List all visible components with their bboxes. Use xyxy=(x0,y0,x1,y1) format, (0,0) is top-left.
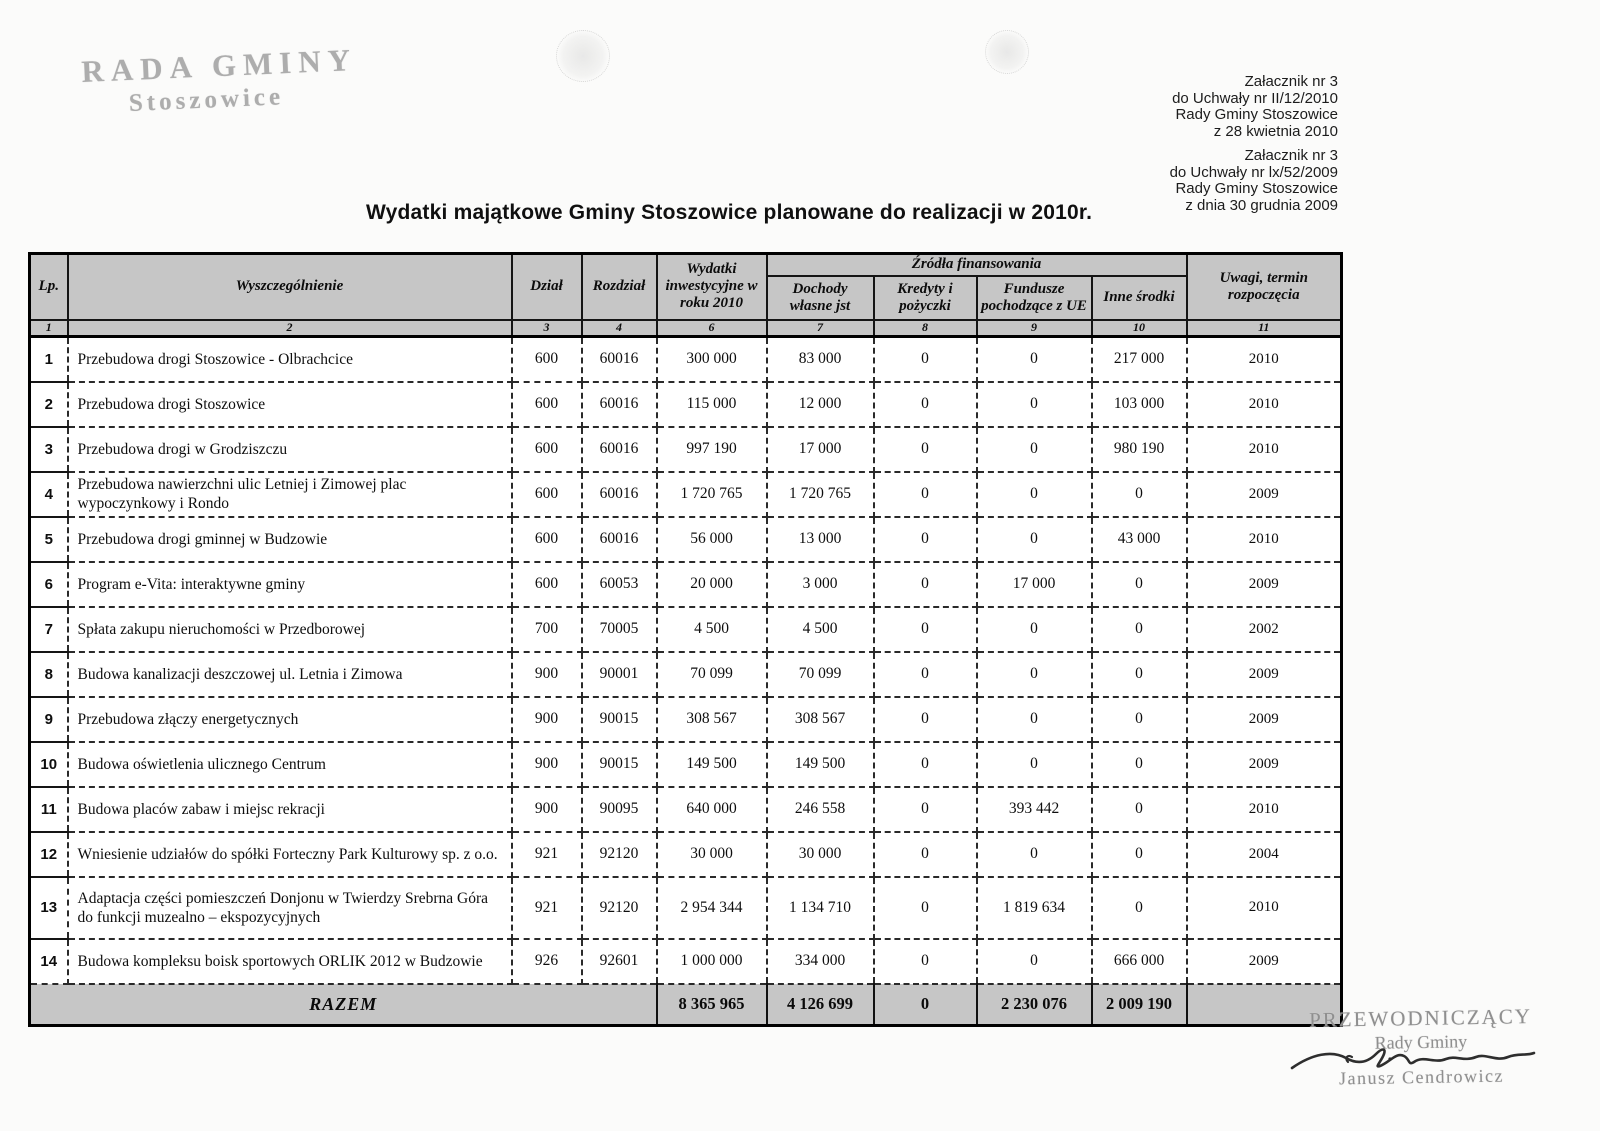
cell-dochody: 246 558 xyxy=(767,787,874,832)
table-row xyxy=(30,517,1342,562)
cell-wydatki: 20 000 xyxy=(657,562,767,607)
cell-lp: 8 xyxy=(30,652,68,697)
cell-fundusze: 393 442 xyxy=(977,787,1092,832)
cell-uwagi: 2009 xyxy=(1187,742,1342,787)
attachment-note-line: z dnia 30 grudnia 2009 xyxy=(1185,196,1338,214)
col-header-fundusze: Fundusze pochodzące z UE xyxy=(977,276,1092,320)
cell-inne: 0 xyxy=(1092,607,1187,652)
cell-kredyty: 0 xyxy=(874,939,977,984)
cell-kredyty: 0 xyxy=(874,562,977,607)
cell-uwagi: 2010 xyxy=(1187,382,1342,427)
col-number: 11 xyxy=(1187,320,1342,337)
cell-dzial: 600 xyxy=(512,472,582,517)
council-stamp-line2: Stoszowice xyxy=(128,83,285,117)
total-label: RAZEM xyxy=(30,984,657,1026)
cell-inne: 43 000 xyxy=(1092,517,1187,562)
cell-rozdzial: 90015 xyxy=(582,697,657,742)
attachment-note-line: Rady Gminy Stoszowice xyxy=(1175,106,1338,123)
cell-dochody: 70 099 xyxy=(767,652,874,697)
cell-inne: 0 xyxy=(1092,472,1187,517)
attachment-note-line: do Uchwały nr lx/52/2009 xyxy=(1169,163,1338,181)
round-stamp-mark xyxy=(556,30,610,82)
cell-lp: 7 xyxy=(30,607,68,652)
cell-uwagi: 2009 xyxy=(1187,472,1342,517)
cell-name: Przebudowa drogi Stoszowice - Olbrachcice xyxy=(68,337,512,382)
cell-wydatki: 70 099 xyxy=(657,652,767,697)
cell-kredyty: 0 xyxy=(874,427,977,472)
cell-inne: 103 000 xyxy=(1092,382,1187,427)
cell-uwagi: 2009 xyxy=(1187,562,1342,607)
cell-lp: 4 xyxy=(30,472,68,517)
cell-wydatki: 115 000 xyxy=(657,382,767,427)
cell-uwagi: 2002 xyxy=(1187,607,1342,652)
cell-fundusze: 1 819 634 xyxy=(977,877,1092,939)
table-row xyxy=(30,562,1342,607)
cell-name: Przebudowa drogi w Grodziszczu xyxy=(68,427,512,472)
handwritten-signature xyxy=(1288,1028,1538,1090)
cell-fundusze: 0 xyxy=(977,427,1092,472)
col-number: 8 xyxy=(874,320,977,337)
cell-dzial: 900 xyxy=(512,697,582,742)
cell-lp: 9 xyxy=(30,697,68,742)
cell-name: Przebudowa drogi gminnej w Budzowie xyxy=(68,517,512,562)
cell-fundusze: 0 xyxy=(977,652,1092,697)
cell-rozdzial: 90015 xyxy=(582,742,657,787)
cell-dochody: 1 134 710 xyxy=(767,877,874,939)
table-row xyxy=(30,472,1342,517)
attachment-note-line: z 28 kwietnia 2010 xyxy=(1213,122,1338,140)
round-stamp-mark xyxy=(985,30,1029,74)
col-header-dochody: Dochody własne jst xyxy=(767,276,874,320)
cell-dochody: 13 000 xyxy=(767,517,874,562)
expenditures-table xyxy=(28,252,1343,1027)
cell-name: Przebudowa drogi Stoszowice xyxy=(68,382,512,427)
cell-fundusze: 0 xyxy=(977,607,1092,652)
col-number: 3 xyxy=(512,320,582,337)
cell-kredyty: 0 xyxy=(874,877,977,939)
cell-lp: 11 xyxy=(30,787,68,832)
attachment-note-line: Załacznik nr 3 xyxy=(1244,147,1338,164)
col-header-name: Wyszczególnienie xyxy=(68,254,512,320)
col-number: 7 xyxy=(767,320,874,337)
cell-rozdzial: 90001 xyxy=(582,652,657,697)
col-number: 6 xyxy=(657,320,767,337)
cell-lp: 12 xyxy=(30,832,68,877)
cell-dzial: 900 xyxy=(512,742,582,787)
cell-kredyty: 0 xyxy=(874,607,977,652)
table-row xyxy=(30,607,1342,652)
table-row xyxy=(30,787,1342,832)
chairman-stamp-subtitle: Rady Gminy xyxy=(1374,1031,1468,1053)
cell-uwagi: 2004 xyxy=(1187,832,1342,877)
cell-inne: 0 xyxy=(1092,697,1187,742)
cell-kredyty: 0 xyxy=(874,652,977,697)
cell-kredyty: 0 xyxy=(874,337,977,382)
cell-rozdzial: 92601 xyxy=(582,939,657,984)
cell-dzial: 926 xyxy=(512,939,582,984)
col-header-rozdzial: Rozdział xyxy=(582,254,657,320)
col-number: 4 xyxy=(582,320,657,337)
col-header-uwagi: Uwagi, termin rozpoczęcia xyxy=(1187,254,1342,320)
cell-kredyty: 0 xyxy=(874,517,977,562)
cell-uwagi: 2009 xyxy=(1187,652,1342,697)
cell-dzial: 700 xyxy=(512,607,582,652)
cell-dochody: 334 000 xyxy=(767,939,874,984)
page-title: Wydatki majątkowe Gminy Stoszowice planowane do realizacji w 2010r. xyxy=(366,201,1093,224)
cell-dzial: 900 xyxy=(512,652,582,697)
total-row xyxy=(30,984,1342,1026)
total-kredyty: 0 xyxy=(874,984,977,1026)
table-row xyxy=(30,427,1342,472)
cell-lp: 5 xyxy=(30,517,68,562)
cell-kredyty: 0 xyxy=(874,697,977,742)
cell-uwagi: 2009 xyxy=(1187,939,1342,984)
cell-wydatki: 149 500 xyxy=(657,742,767,787)
table-row xyxy=(30,877,1342,939)
cell-uwagi: 2010 xyxy=(1187,337,1342,382)
cell-uwagi: 2010 xyxy=(1187,427,1342,472)
cell-dzial: 921 xyxy=(512,832,582,877)
table-row xyxy=(30,832,1342,877)
table-row xyxy=(30,652,1342,697)
cell-dochody: 4 500 xyxy=(767,607,874,652)
cell-dochody: 1 720 765 xyxy=(767,472,874,517)
table-row xyxy=(30,742,1342,787)
council-stamp xyxy=(81,42,359,120)
cell-uwagi: 2010 xyxy=(1187,787,1342,832)
table-row xyxy=(30,697,1342,742)
cell-fundusze: 0 xyxy=(977,742,1092,787)
cell-fundusze: 0 xyxy=(977,337,1092,382)
cell-inne: 0 xyxy=(1092,832,1187,877)
cell-dzial: 900 xyxy=(512,787,582,832)
cell-wydatki: 308 567 xyxy=(657,697,767,742)
cell-inne: 666 000 xyxy=(1092,939,1187,984)
cell-name: Program e-Vita: interaktywne gminy xyxy=(68,562,512,607)
cell-dochody: 30 000 xyxy=(767,832,874,877)
cell-name: Spłata zakupu nieruchomości w Przedborowej xyxy=(68,607,512,652)
cell-dochody: 17 000 xyxy=(767,427,874,472)
cell-lp: 14 xyxy=(30,939,68,984)
chairman-stamp-title: PRZEWODNICZĄCY xyxy=(1308,1004,1533,1032)
col-header-inne: Inne środki xyxy=(1092,276,1187,320)
cell-name: Adaptacja części pomieszczeń Donjonu w Twierdzy Srebrna Góra do funkcji muzealno – ekspozycyjnych xyxy=(68,877,512,939)
cell-rozdzial: 92120 xyxy=(582,877,657,939)
col-header-wydatki: Wydatki inwestycyjne w roku 2010 xyxy=(657,254,767,320)
cell-name: Budowa oświetlenia ulicznego Centrum xyxy=(68,742,512,787)
total-inne: 2 009 190 xyxy=(1092,984,1187,1026)
cell-lp: 2 xyxy=(30,382,68,427)
cell-rozdzial: 60053 xyxy=(582,562,657,607)
col-header-zrodla-finansowania: Źródła finansowania xyxy=(767,254,1187,276)
cell-wydatki: 300 000 xyxy=(657,337,767,382)
cell-inne: 0 xyxy=(1092,652,1187,697)
cell-fundusze: 0 xyxy=(977,382,1092,427)
col-header-lp: Lp. xyxy=(30,254,68,320)
attachment-note-2 xyxy=(1170,148,1338,214)
cell-fundusze: 17 000 xyxy=(977,562,1092,607)
cell-dochody: 149 500 xyxy=(767,742,874,787)
cell-wydatki: 4 500 xyxy=(657,607,767,652)
cell-fundusze: 0 xyxy=(977,939,1092,984)
cell-inne: 0 xyxy=(1092,742,1187,787)
table-row xyxy=(30,939,1342,984)
attachment-note-line: Załacznik nr 3 xyxy=(1244,73,1338,90)
attachment-note-line: do Uchwały nr II/12/2010 xyxy=(1172,89,1338,107)
cell-lp: 10 xyxy=(30,742,68,787)
cell-kredyty: 0 xyxy=(874,832,977,877)
cell-kredyty: 0 xyxy=(874,742,977,787)
cell-fundusze: 0 xyxy=(977,832,1092,877)
cell-wydatki: 640 000 xyxy=(657,787,767,832)
cell-rozdzial: 60016 xyxy=(582,337,657,382)
attachment-note-line: Rady Gminy Stoszowice xyxy=(1175,180,1338,197)
col-number: 10 xyxy=(1092,320,1187,337)
council-stamp-line1: RADA GMINY xyxy=(80,42,358,90)
cell-lp: 13 xyxy=(30,877,68,939)
cell-fundusze: 0 xyxy=(977,472,1092,517)
cell-wydatki: 2 954 344 xyxy=(657,877,767,939)
cell-wydatki: 56 000 xyxy=(657,517,767,562)
cell-uwagi: 2010 xyxy=(1187,517,1342,562)
table-body xyxy=(30,337,1342,984)
cell-kredyty: 0 xyxy=(874,472,977,517)
cell-name: Budowa kompleksu boisk sportowych ORLIK 2012 w Budzowie xyxy=(68,939,512,984)
cell-inne: 0 xyxy=(1092,562,1187,607)
cell-lp: 3 xyxy=(30,427,68,472)
cell-inne: 0 xyxy=(1092,787,1187,832)
total-fundusze: 2 230 076 xyxy=(977,984,1092,1026)
cell-dochody: 83 000 xyxy=(767,337,874,382)
cell-name: Wniesienie udziałów do spółki Forteczny Park Kulturowy sp. z o.o. xyxy=(68,832,512,877)
cell-dzial: 600 xyxy=(512,562,582,607)
cell-rozdzial: 70005 xyxy=(582,607,657,652)
cell-dochody: 12 000 xyxy=(767,382,874,427)
cell-rozdzial: 60016 xyxy=(582,517,657,562)
cell-dzial: 600 xyxy=(512,427,582,472)
cell-inne: 980 190 xyxy=(1092,427,1187,472)
cell-wydatki: 1 000 000 xyxy=(657,939,767,984)
total-dochody: 4 126 699 xyxy=(767,984,874,1026)
cell-dzial: 600 xyxy=(512,382,582,427)
cell-dochody: 308 567 xyxy=(767,697,874,742)
cell-lp: 6 xyxy=(30,562,68,607)
cell-inne: 217 000 xyxy=(1092,337,1187,382)
col-number: 9 xyxy=(977,320,1092,337)
col-number: 2 xyxy=(68,320,512,337)
cell-rozdzial: 60016 xyxy=(582,427,657,472)
cell-dzial: 600 xyxy=(512,337,582,382)
cell-name: Przebudowa złączy energetycznych xyxy=(68,697,512,742)
cell-rozdzial: 92120 xyxy=(582,832,657,877)
cell-wydatki: 997 190 xyxy=(657,427,767,472)
cell-name: Budowa kanalizacji deszczowej ul. Letnia i Zimowa xyxy=(68,652,512,697)
cell-inne: 0 xyxy=(1092,877,1187,939)
col-header-dzial: Dział xyxy=(512,254,582,320)
cell-rozdzial: 60016 xyxy=(582,382,657,427)
cell-wydatki: 1 720 765 xyxy=(657,472,767,517)
chairman-stamp-name: Janusz Cendrowicz xyxy=(1338,1065,1505,1089)
total-wydatki: 8 365 965 xyxy=(657,984,767,1026)
cell-kredyty: 0 xyxy=(874,382,977,427)
cell-fundusze: 0 xyxy=(977,697,1092,742)
cell-name: Budowa placów zabaw i miejsc rekracji xyxy=(68,787,512,832)
col-number: 1 xyxy=(30,320,68,337)
cell-dzial: 921 xyxy=(512,877,582,939)
attachment-note-1 xyxy=(1172,74,1338,140)
cell-dzial: 600 xyxy=(512,517,582,562)
cell-dochody: 3 000 xyxy=(767,562,874,607)
cell-uwagi: 2010 xyxy=(1187,877,1342,939)
cell-rozdzial: 60016 xyxy=(582,472,657,517)
cell-rozdzial: 90095 xyxy=(582,787,657,832)
cell-fundusze: 0 xyxy=(977,517,1092,562)
table-row xyxy=(30,337,1342,382)
cell-kredyty: 0 xyxy=(874,787,977,832)
cell-lp: 1 xyxy=(30,337,68,382)
cell-wydatki: 30 000 xyxy=(657,832,767,877)
cell-name: Przebudowa nawierzchni ulic Letniej i Zimowej plac wypoczynkowy i Rondo xyxy=(68,472,512,517)
col-header-kredyty: Kredyty i pożyczki xyxy=(874,276,977,320)
cell-uwagi: 2009 xyxy=(1187,697,1342,742)
table-row xyxy=(30,382,1342,427)
